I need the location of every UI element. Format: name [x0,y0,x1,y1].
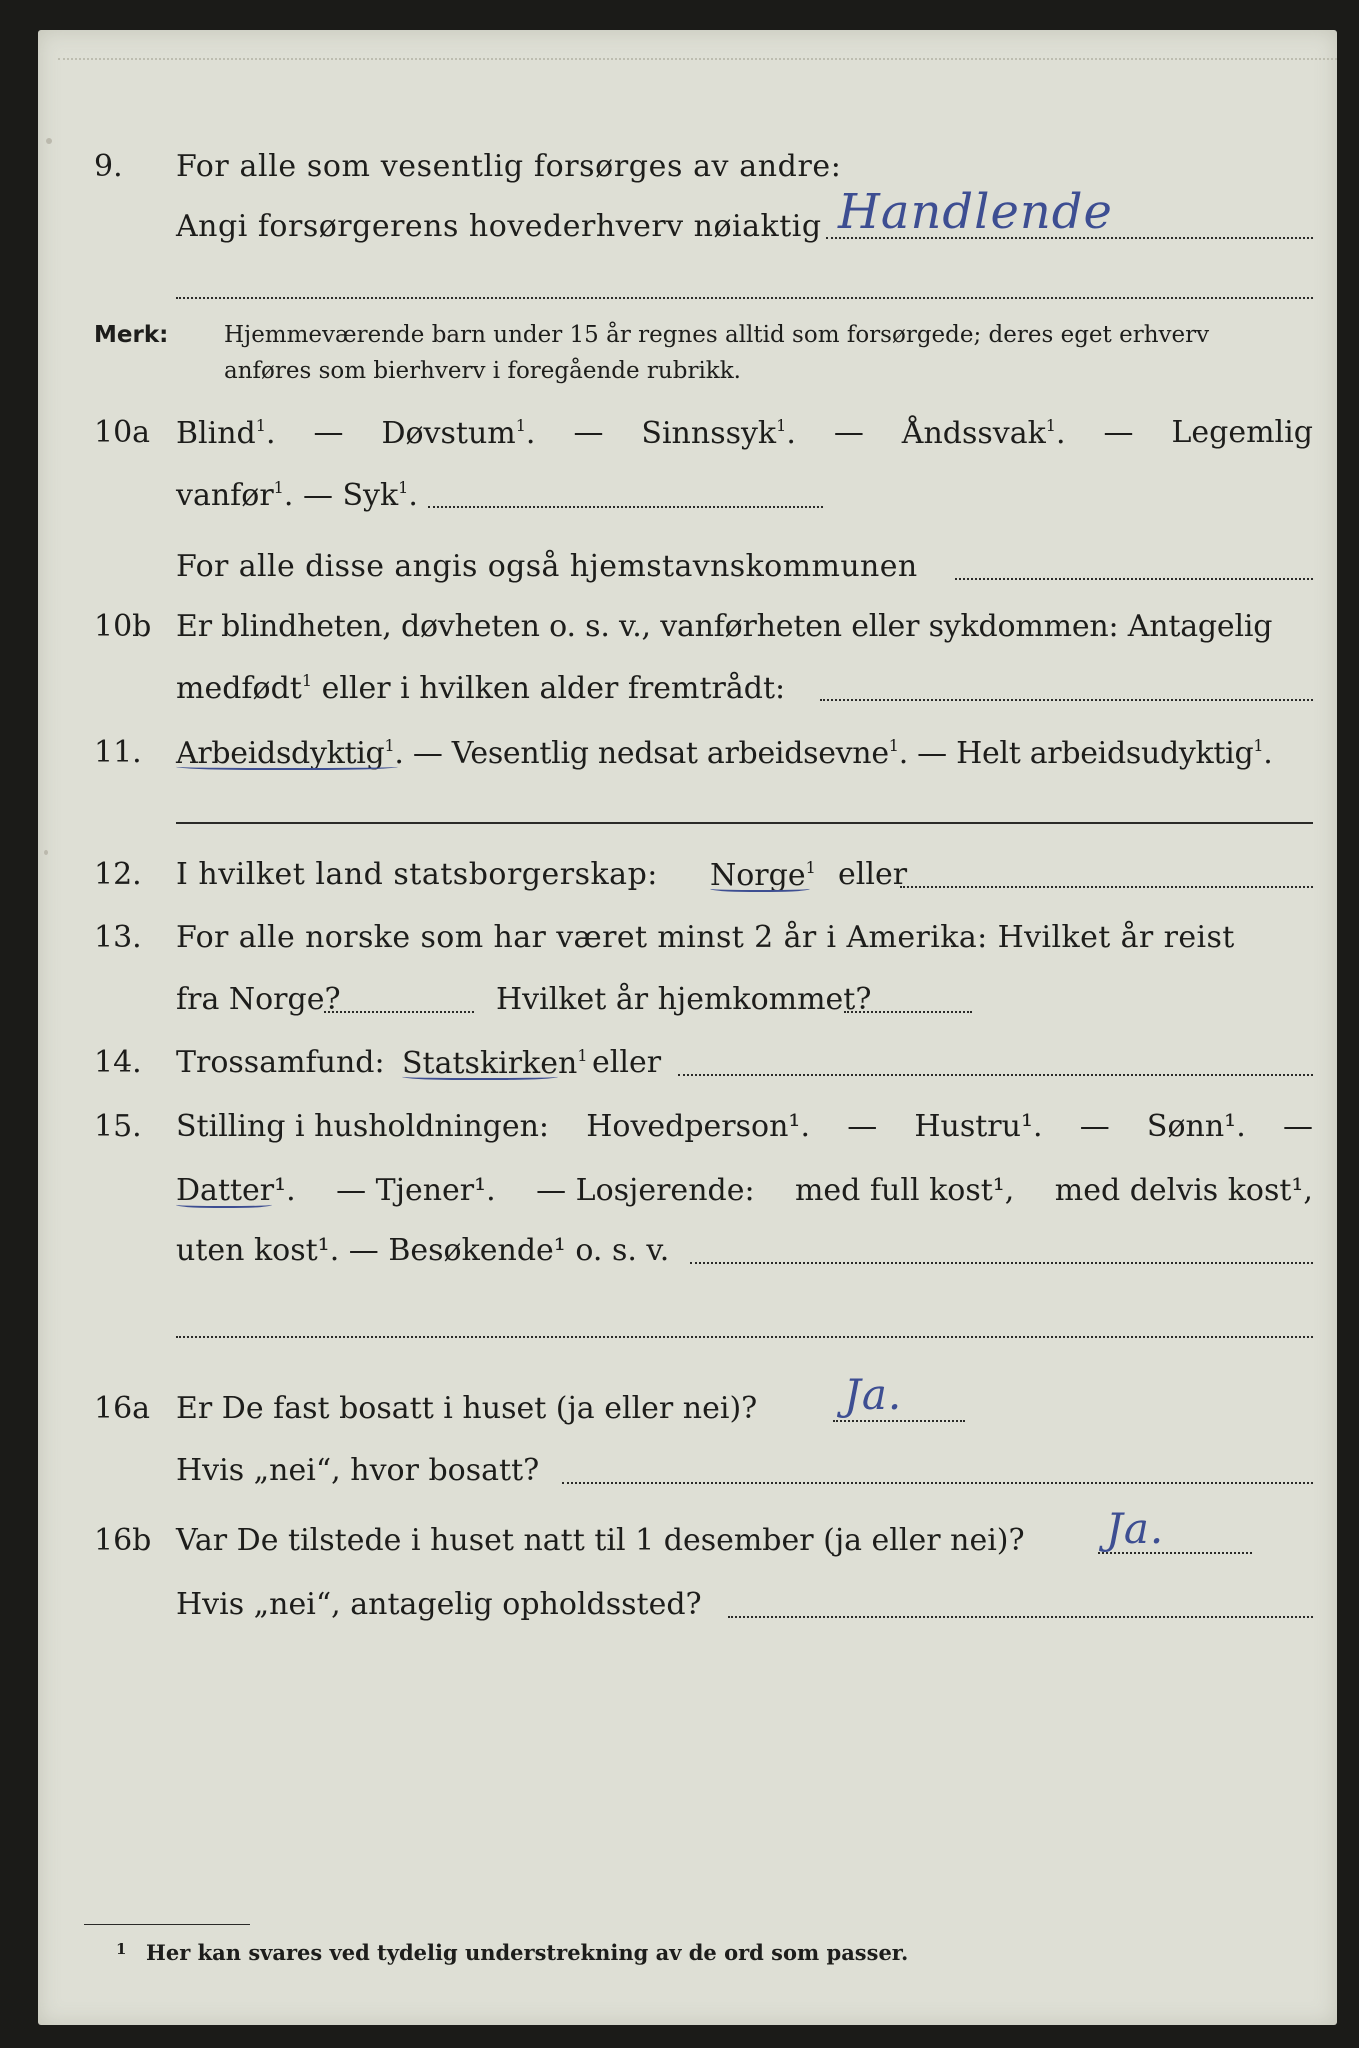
q11-extra-line [176,822,1313,824]
q10a-hjemstavn-line [955,578,1313,580]
q10a-options [176,415,1313,451]
q12-answer-line [900,886,1313,888]
q15-extra-line [176,1336,1313,1338]
q10b-number: 10b [94,609,152,644]
q16b-answer-line [1098,1552,1252,1554]
speck [46,138,52,144]
q15-uten-kost: uten kost¹. — Besøkende¹ o. s. v. [176,1233,670,1268]
merk-label: Merk: [94,322,169,348]
footnote-rule [84,1924,250,1925]
q14-question: Trossamfund: [176,1045,385,1080]
q9-handwritten-answer[interactable]: Handlende [838,184,1113,240]
q15-handwritten-underline[interactable] [176,1200,272,1208]
q13-reist: fra Norge? [176,982,341,1017]
q12-question: I hvilket land statsborgerskap: [176,857,658,892]
q16b-opholdssted: Hvis „nei“, antagelig opholdssted? [176,1587,702,1622]
q12-number: 12. [94,857,142,892]
q10a-answer-line [428,506,823,508]
q16a-number: 16a [94,1391,151,1426]
q9-prompt: Angi forsørgerens hovederhverv nøiaktig [176,209,822,244]
merk-text2: anføres som bierhverv i foregående rubrikk. [224,358,741,384]
q10a-hjemstavn: For alle disse angis også hjemstavnskommunen [176,549,918,584]
option-datter: Datter¹. [176,1173,296,1208]
q16b-question: Var De tilstede i huset natt til 1 desember (ja eller nei)? [176,1523,1025,1558]
q16a-answer-line [833,1420,965,1422]
q15-options-row2: Datter¹. — Tjener¹. — Losjerende: med full kost¹, med delvis kost¹, [176,1173,1313,1208]
q16a-question: Er De fast bosatt i huset (ja eller nei)? [176,1391,758,1426]
q16a-handwritten-answer[interactable]: Ja. [844,1370,903,1419]
footnote-text: Her kan svares ved tydelig understrekning av de ord som passer. [146,1940,909,1965]
q11-number: 11. [94,735,142,770]
q16b-opholdssted-line [728,1616,1313,1618]
option-statskirken: Statskirken$^1$ [402,1046,588,1081]
top-dotted-rule [58,58,1337,60]
footnote-mark: 1 [116,1940,127,1958]
q10b-question: Er blindheten, døvheten o. s. v., vanførheten eller sykdommen: Antagelig [176,609,1273,644]
q14-answer-line [678,1074,1313,1076]
q9-number: 9. [94,149,123,184]
q16a-hvor-bosatt: Hvis „nei“, hvor bosatt? [176,1453,540,1488]
q9-extra-line [176,297,1313,299]
option-dovstum: Døvstum$^1$. [381,416,536,451]
q11-options: Arbeidsdyktig$^1$. — Vesentlig nedsat arbeidsevne$^1$. — Helt arbeidsudyktig$^1$. [176,736,1273,771]
option-arbeidsdyktig: Arbeidsdyktig [176,736,385,771]
q14-handwritten-underline[interactable] [402,1072,558,1080]
dash: — [833,415,864,450]
q10a-number: 10a [94,415,151,450]
q13-hjemkommet-line [844,1011,972,1013]
dash: — [1103,415,1134,450]
q15-options-row1: Stilling i husholdningen: Hovedperson¹. — Hustru¹. — Sønn¹. — [176,1109,1313,1144]
q16b-handwritten-answer[interactable]: Ja. [1106,1504,1165,1553]
q13-number: 13. [94,920,142,955]
q13-question: For alle norske som har været minst 2 år i Amerika: Hvilket år reist [176,920,1235,955]
q12-handwritten-underline[interactable] [710,884,810,892]
q9-question: For alle som vesentlig forsørges av andre: [176,149,842,184]
q10b-answer-line [820,699,1313,701]
q15-answer-line [690,1262,1313,1264]
option-andssvak: Åndssvak$^1$. [901,416,1066,451]
q14-number: 14. [94,1045,142,1080]
dash: — [573,415,604,450]
q12-eller: eller [838,857,908,892]
option-blind: Blind$^1$. [176,416,276,451]
q14-eller: eller [592,1045,662,1080]
dash: — [313,415,344,450]
q16a-bosatt-line [562,1482,1313,1484]
q11-handwritten-underline[interactable] [176,762,398,770]
q10a-vanfor-syk: vanfør$^1$. — Syk$^1$. [176,478,418,513]
q15-number: 15. [94,1109,142,1144]
option-legemlig: Legemlig [1171,415,1313,450]
option-norge: Norge$^1$ [710,858,816,893]
q10b-medfodt: medfødt$^1$ eller i hvilken alder fremtrådt: [176,671,786,706]
merk-text1: Hjemmeværende barn under 15 år regnes alltid som forsørgede; deres eget erhverv [224,322,1210,348]
q13-hjemkommet: Hvilket år hjemkommet? [496,982,872,1017]
q16b-number: 16b [94,1523,152,1558]
q13-reist-line [324,1011,474,1013]
option-sinnssyk: Sinnssyk$^1$. [641,416,796,451]
speck [44,850,48,855]
census-form-page [38,30,1337,2025]
